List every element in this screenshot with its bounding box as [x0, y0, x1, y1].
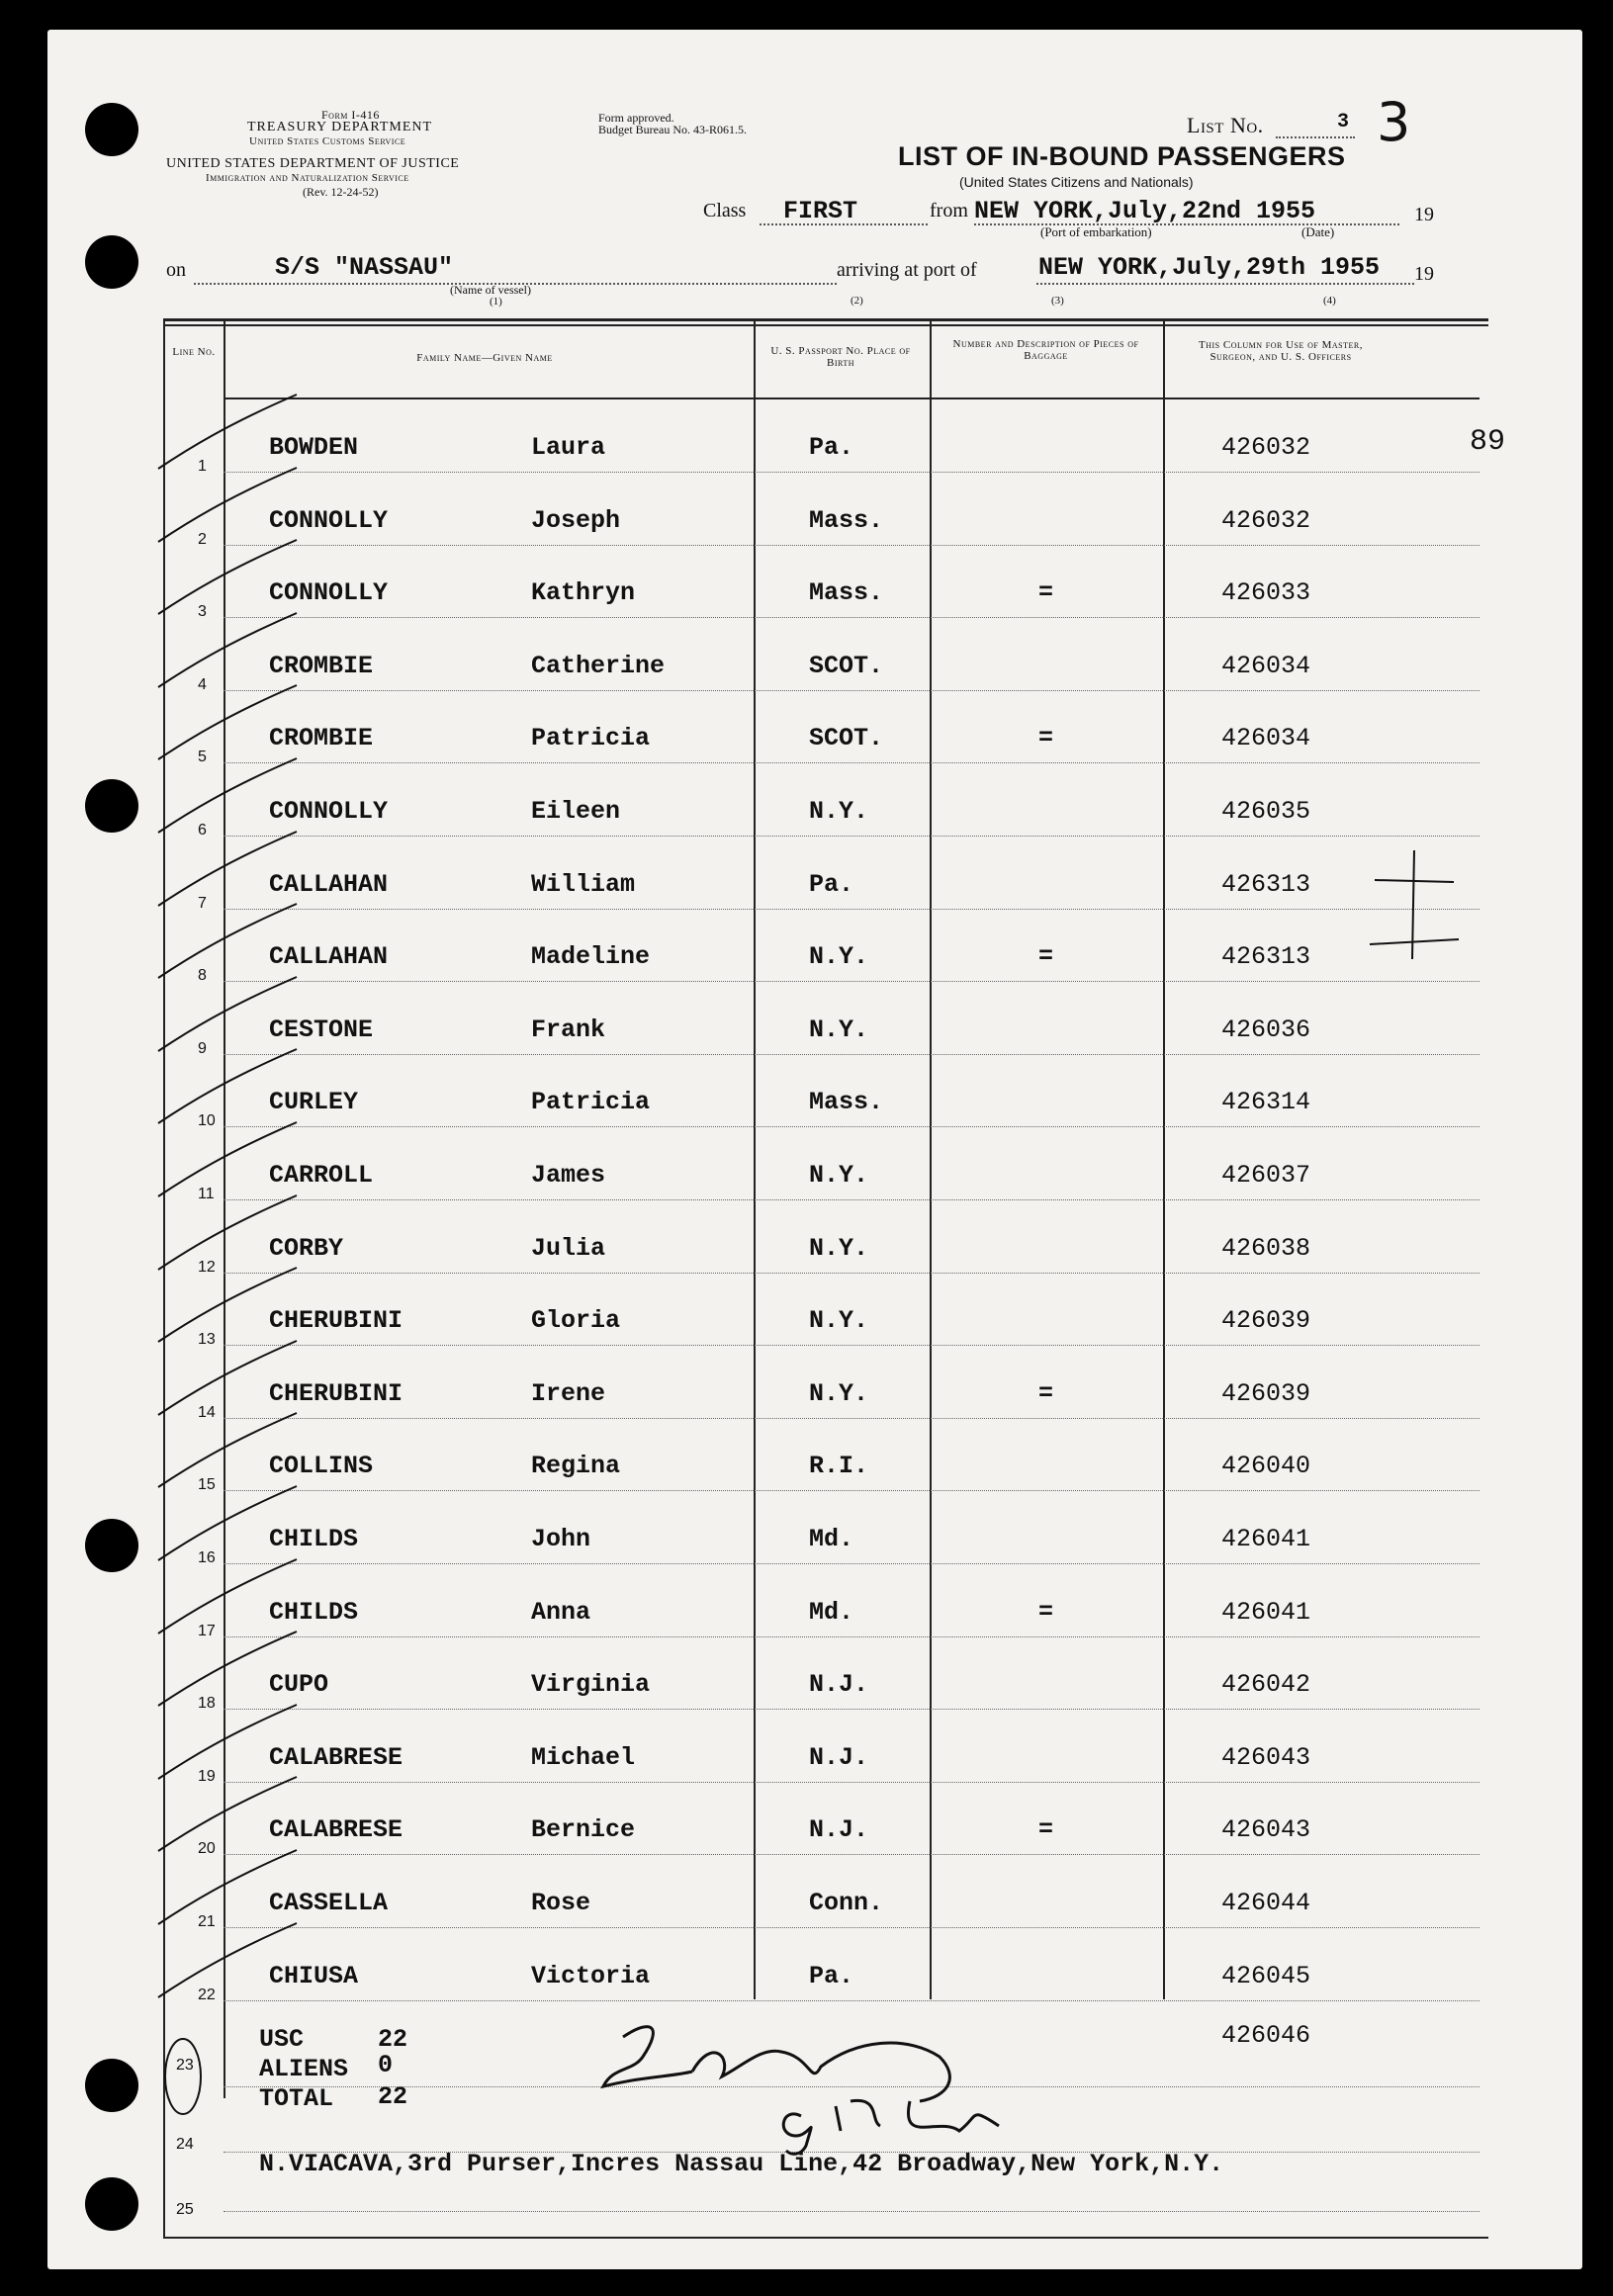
given-name: Kathryn [531, 578, 636, 608]
punch-hole [85, 2177, 138, 2231]
punch-hole [85, 235, 138, 289]
passport-number: 426314 [1221, 1088, 1311, 1117]
place-of-birth: N.Y. [809, 1015, 869, 1044]
family-name: CONNOLLY [269, 505, 389, 535]
line-number: 9 [198, 1039, 207, 1057]
passport-number: 426040 [1221, 1452, 1311, 1481]
given-name: Gloria [531, 1306, 621, 1336]
passport-number: 426037 [1221, 1161, 1311, 1190]
vessel-caption: (Name of vessel) [450, 283, 531, 297]
place-of-birth: Mass. [809, 505, 884, 535]
signature-scribble [583, 1997, 1098, 2156]
place-of-birth: N.J. [809, 1815, 869, 1845]
baggage-description: = [1038, 1378, 1054, 1408]
family-name: CESTONE [269, 1015, 374, 1044]
family-name: CASSELLA [269, 1889, 389, 1917]
given-name: John [531, 1525, 591, 1553]
passport-number: 426036 [1221, 1015, 1311, 1044]
table-row [0, 618, 1613, 693]
total-label: TOTAL [259, 2084, 334, 2113]
passport-number: 426041 [1221, 1525, 1311, 1553]
form-number: Form I-416 [321, 108, 380, 122]
family-name: CALABRESE [269, 1742, 403, 1772]
line-number: 3 [198, 603, 207, 621]
arriving-year-suffix: 19 [1414, 263, 1434, 285]
line-number-24: 24 [176, 2136, 194, 2153]
given-name: Virginia [531, 1670, 651, 1700]
passport-number: 426032 [1221, 433, 1311, 462]
class-label: Class [703, 200, 747, 221]
table-row [0, 1200, 1613, 1276]
list-no-label: List No. [1187, 113, 1264, 137]
family-name: CROMBIE [269, 651, 374, 680]
line-number: 14 [198, 1403, 216, 1421]
place-of-birth: N.J. [809, 1742, 869, 1772]
family-name: CHILDS [269, 1597, 359, 1627]
header-baggage: Number and Description of Pieces of Baggage [952, 338, 1139, 362]
circle-mark [158, 2033, 208, 2122]
header-officers: This Column for Use of Master, Surgeon, and U. S. Officers [1199, 339, 1363, 363]
baggage-description: = [1038, 942, 1054, 972]
passport-number: 426313 [1221, 869, 1311, 899]
table-row [0, 1782, 1613, 1858]
given-name: Victoria [531, 1961, 651, 1990]
passport-number: 426042 [1221, 1670, 1311, 1700]
usc-label: USC [259, 2025, 305, 2054]
document-subtitle: (United States Citizens and Nationals) [959, 174, 1194, 190]
passport-number: 426034 [1221, 651, 1311, 680]
budget-bureau: Budget Bureau No. 43-R061.5. [598, 123, 747, 136]
from-label: from [930, 200, 968, 221]
given-name: Anna [531, 1597, 591, 1627]
passport-number: 426033 [1221, 578, 1311, 608]
given-name: Eileen [531, 797, 621, 826]
document-title: LIST OF IN-BOUND PASSENGERS [898, 141, 1346, 171]
vessel-name: S/S "NASSAU" [275, 253, 454, 282]
line-number: 11 [198, 1186, 215, 1202]
table-row [0, 1855, 1613, 1930]
family-name: CROMBIE [269, 724, 374, 753]
header-name: Family Name—Given Name [416, 352, 553, 364]
cross-mark [1365, 850, 1464, 969]
table-row [0, 1418, 1613, 1494]
given-name: Regina [531, 1452, 621, 1481]
family-name: CONNOLLY [269, 797, 389, 826]
baggage-description: = [1038, 1815, 1054, 1845]
table-row [0, 1127, 1613, 1202]
family-name: CHERUBINI [269, 1378, 403, 1408]
list-no-handwritten: 3 [1377, 91, 1411, 153]
line-number: 15 [198, 1476, 216, 1494]
given-name: Catherine [531, 651, 666, 680]
aliens-value: 0 [378, 2051, 394, 2079]
given-name: James [531, 1161, 606, 1190]
family-name: CARROLL [269, 1161, 374, 1190]
purser-line: N.VIACAVA,3rd Purser,Incres Nassau Line,42 Broadway,New York,N.Y. [259, 2150, 1224, 2178]
baggage-description: = [1038, 724, 1054, 753]
table-row [0, 1491, 1613, 1566]
place-of-birth: Pa. [809, 869, 854, 899]
col3-number: (3) [1051, 295, 1064, 307]
line-number: 1 [198, 458, 207, 475]
place-of-birth: N.Y. [809, 797, 869, 826]
table-row [0, 399, 1613, 475]
given-name: Patricia [531, 1088, 651, 1117]
passport-number: 426043 [1221, 1815, 1311, 1845]
line-number-23: 23 [176, 2057, 194, 2074]
given-name: Joseph [531, 505, 621, 535]
arriving-label: arriving at port of [837, 259, 977, 281]
given-name: Michael [531, 1742, 636, 1772]
line-number: 6 [198, 822, 207, 839]
place-of-birth: SCOT. [809, 724, 884, 753]
port-caption: (Port of embarkation) [1040, 224, 1152, 239]
vessel-caption-number: (1) [490, 296, 502, 308]
family-name: BOWDEN [269, 433, 359, 462]
place-of-birth: Mass. [809, 1088, 884, 1117]
passport-number: 426035 [1221, 797, 1311, 826]
line-number: 17 [198, 1622, 216, 1639]
form-approved: Form approved. [598, 111, 674, 125]
family-name: CUPO [269, 1670, 329, 1700]
family-name: CALLAHAN [269, 942, 389, 972]
on-label: on [166, 259, 186, 281]
passport-number: 426313 [1221, 942, 1311, 972]
from-year-suffix: 19 [1414, 204, 1434, 225]
passport-number: 426039 [1221, 1306, 1311, 1336]
line-number: 13 [198, 1331, 216, 1349]
family-name: CHILDS [269, 1525, 359, 1553]
table-row [0, 545, 1613, 621]
line-number: 20 [198, 1840, 216, 1858]
given-name: Laura [531, 433, 606, 462]
line-number: 16 [198, 1549, 216, 1566]
line-number: 22 [198, 1986, 216, 2003]
justice-department: UNITED STATES DEPARTMENT OF JUSTICE [166, 156, 460, 171]
customs-service: United States Customs Service [249, 135, 406, 147]
ins-service: Immigration and Naturalization Service [206, 172, 409, 184]
total-value: 22 [378, 2082, 408, 2111]
family-name: CHERUBINI [269, 1306, 403, 1336]
col2-number: (2) [851, 295, 863, 307]
line-number: 4 [198, 675, 207, 693]
from-value: NEW YORK,July,22nd 1955 [974, 197, 1316, 225]
passport-number: 426044 [1221, 1889, 1311, 1917]
passport-number: 426043 [1221, 1742, 1311, 1772]
table-row [0, 1564, 1613, 1639]
given-name: Julia [531, 1233, 606, 1263]
margin-note: 89 [1470, 425, 1506, 459]
treasury-department: TREASURY DEPARTMENT [247, 120, 433, 134]
table-row [0, 473, 1613, 548]
baggage-description: = [1038, 578, 1054, 608]
family-name: CALLAHAN [269, 869, 389, 899]
passport-number: 426034 [1221, 724, 1311, 753]
line-number: 10 [198, 1112, 216, 1130]
passport-number: 426039 [1221, 1378, 1311, 1408]
aliens-label: ALIENS [259, 2055, 349, 2083]
punch-hole [85, 2059, 138, 2112]
given-name: Rose [531, 1889, 591, 1917]
passport-number: 426045 [1221, 1961, 1311, 1990]
punch-hole [85, 103, 138, 156]
table-row [0, 1636, 1613, 1713]
passport-number: 426041 [1221, 1597, 1311, 1627]
line-number: 7 [198, 894, 207, 912]
line-number: 21 [198, 1913, 216, 1930]
given-name: Irene [531, 1378, 606, 1408]
given-name: Patricia [531, 724, 651, 753]
place-of-birth: Pa. [809, 433, 854, 462]
header-passport: U. S. Passport No. Place of Birth [770, 345, 911, 369]
place-of-birth: Md. [809, 1525, 854, 1553]
place-of-birth: Md. [809, 1597, 854, 1627]
place-of-birth: N.Y. [809, 1233, 869, 1263]
family-name: COLLINS [269, 1452, 374, 1481]
family-name: CONNOLLY [269, 578, 389, 608]
class-value: FIRST [783, 197, 858, 225]
line-number-25: 25 [176, 2201, 194, 2218]
place-of-birth: R.I. [809, 1452, 869, 1481]
col4-number: (4) [1323, 295, 1336, 307]
place-of-birth: N.Y. [809, 1306, 869, 1336]
table-row [0, 1928, 1613, 2003]
place-of-birth: Pa. [809, 1961, 854, 1990]
line-number: 18 [198, 1695, 216, 1713]
place-of-birth: N.Y. [809, 1378, 869, 1408]
table-row [0, 1054, 1613, 1130]
baggage-description: = [1038, 1597, 1054, 1627]
extra-passport-number: 426046 [1221, 2021, 1311, 2050]
line-number: 19 [198, 1767, 216, 1785]
family-name: CURLEY [269, 1088, 359, 1117]
given-name: Bernice [531, 1815, 636, 1845]
given-name: Madeline [531, 942, 651, 972]
line-number: 8 [198, 967, 207, 985]
passport-number: 426038 [1221, 1233, 1311, 1263]
table-row [0, 690, 1613, 766]
table-row [0, 1710, 1613, 1785]
place-of-birth: Mass. [809, 578, 884, 608]
table-row [0, 1346, 1613, 1421]
family-name: CORBY [269, 1233, 344, 1263]
list-no-value: 3 [1337, 111, 1350, 133]
family-name: CALABRESE [269, 1815, 403, 1845]
usc-value: 22 [378, 2025, 408, 2054]
line-number: 5 [198, 749, 207, 766]
revision-date: (Rev. 12-24-52) [303, 185, 379, 199]
passport-number: 426032 [1221, 505, 1311, 535]
place-of-birth: N.Y. [809, 1161, 869, 1190]
line-number: 2 [198, 530, 207, 548]
place-of-birth: SCOT. [809, 651, 884, 680]
family-name: CHIUSA [269, 1961, 359, 1990]
table-row [0, 763, 1613, 839]
date-caption: (Date) [1301, 224, 1335, 239]
line-number: 12 [198, 1258, 216, 1276]
place-of-birth: N.J. [809, 1670, 869, 1700]
arriving-value: NEW YORK,July,29th 1955 [1038, 253, 1381, 282]
table-row [0, 982, 1613, 1057]
place-of-birth: N.Y. [809, 942, 869, 972]
table-row [0, 1273, 1613, 1349]
place-of-birth: Conn. [809, 1889, 884, 1917]
header-line-no: Line No. [172, 346, 216, 358]
given-name: Frank [531, 1015, 606, 1044]
check-tick-mark [148, 1918, 346, 2007]
given-name: William [531, 869, 636, 899]
